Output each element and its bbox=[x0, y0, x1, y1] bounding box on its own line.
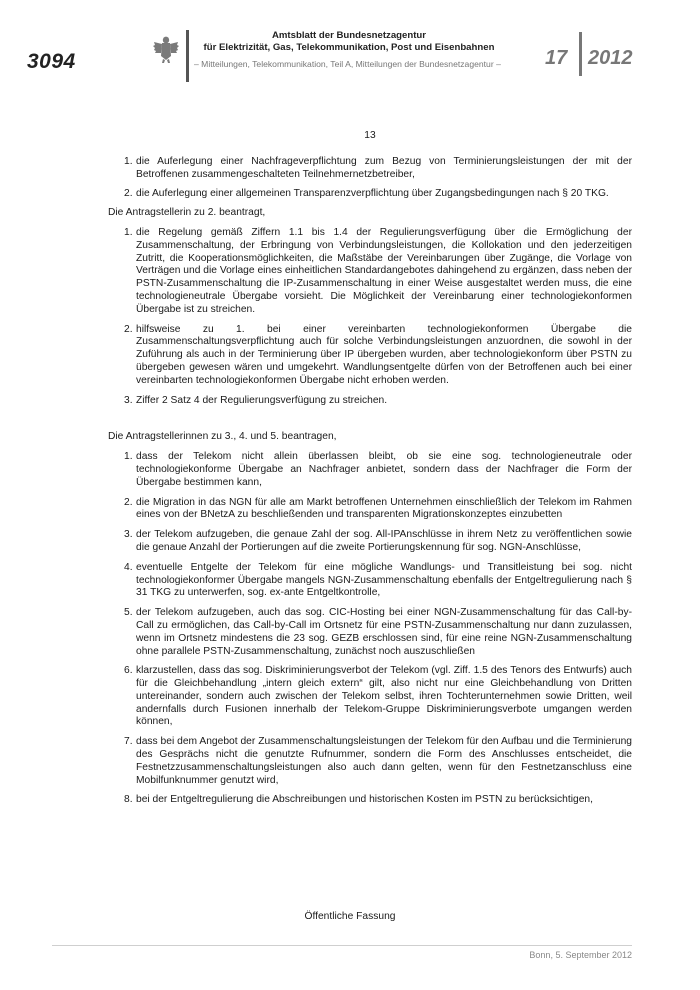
list-item-number: 6. bbox=[124, 665, 133, 677]
publication-title-line2: für Elektrizität, Gas, Telekommunikation, Post und Eisenbahnen bbox=[203, 42, 495, 53]
list-item-text: hilfsweise zu 1. bei einer vereinbarten technologiekonformen Übergabe die Zusammenschaltungsverpflichtung auch für solche Verbindungsleistungen anzuordnen, die sowohl in der Zuführung als auch in der Terminierung über IP übergeben wurden, aber technologiekonform über PSTN zu übergeben gewesen wären und umgekehrt. Wandlungsentgelte dürfen von der Betroffenen auch bei einer vereinbarten technologiekonformen Übergabe nicht erhoben werden. bbox=[136, 323, 632, 386]
internal-page-number: 13 bbox=[364, 130, 376, 141]
publication-title-line1: Amtsblatt der Bundesnetzagentur bbox=[271, 30, 427, 41]
footer-divider bbox=[52, 945, 632, 946]
list-item bbox=[108, 227, 632, 317]
list-item-number: 1. bbox=[124, 226, 133, 238]
list-item-text: die Migration in das NGN für alle am Markt betroffenen Unternehmen einschließlich der Telekom im Rahmen eines von der BNetzA zu beschließenden und transparenten Migrationskonzeptes einzubetten bbox=[136, 496, 632, 521]
list-item-number: 7. bbox=[124, 736, 133, 748]
list-item-text: der Telekom aufzugeben, auch das sog. CIC-Hosting bei einer NGN-Zusammenschaltung für das Call-by-Call zu ermöglichen, das Call-by-Call im Ortsnetz für eine PSTN-Zusammenschaltung nur dann zuzulassen, wenn im Ortsnetz mindestens die 23 sog. GEZB erschlossen sind, für eine reine NGN-Zusammenschaltung ohne parallele PSTN-Zusammenschaltung, zunächst noch auszuschließen bbox=[136, 607, 632, 657]
list-item-text: Ziffer 2 Satz 4 der Regulierungsverfügung zu streichen. bbox=[136, 394, 388, 406]
page-number: 3094 bbox=[27, 50, 76, 73]
publication-title bbox=[190, 30, 508, 54]
list-item-number: 1. bbox=[124, 451, 133, 463]
list-item-text: die Auferlegung einer allgemeinen Transparenzverpflichtung über Zugangsbedingungen nach § 20 TKG. bbox=[136, 188, 609, 200]
list-item bbox=[108, 529, 632, 555]
list-item-text: dass bei dem Angebot der Zusammenschaltungsleistungen der Telekom für den Aufbau und die Terminierung des Gesprächs nicht die genutzte Rufnummer, sondern die Form des Anschlusses entscheidet, die Festnetzzusammenschaltungsleistungen also auch dann gelten, wenn für den Festnetzanschluss eine Mobilfunknummer genutzt wird, bbox=[136, 736, 632, 786]
list-item-number: 4. bbox=[124, 561, 133, 573]
request-list-2 bbox=[108, 227, 632, 407]
list-item-text: bei der Entgeltregulierung die Abschreibungen und historischen Kosten im PSTN zu berücksichtigen, bbox=[136, 794, 593, 806]
list-item bbox=[108, 324, 632, 388]
publication-subtitle: – Mitteilungen, Telekommunikation, Teil A, Mitteilungen der Bundesnetzagentur – bbox=[194, 59, 501, 69]
request-list-3 bbox=[108, 451, 632, 807]
header-divider bbox=[186, 30, 189, 82]
paragraph-applicants-3-4-5: Die Antragstellerinnen zu 3., 4. und 5. beantragen, bbox=[108, 431, 337, 443]
list-item-text: eventuelle Entgelte der Telekom für eine mögliche Wandlungs- und Transitleistung bei sog. nicht technologiekonformer Übergabe mangels NGN-Zusammenschaltung ebenfalls der Entgeltregulierung nach § 31 TKG zu unterwerfen, sog. ex-ante Entgeltkontrolle, bbox=[136, 561, 632, 599]
list-item-text: klarzustellen, dass das sog. Diskriminierungsverbot der Telekom (vgl. Ziff. 1.5 des Tenors des Entwurfs) auch für die Gleichbehandlung „intern gleich extern“ gilt, also nicht nur eine Gleichbehandlung von Dritten untereinander, sondern auch zwischen der Telekom selbst, ihren Tochterunternehmen sowie Dritten, weil andernfalls durch Fusionen innerhalb der Telekom-Gruppe Diskriminierungsverbote umgangen werden können, bbox=[136, 665, 632, 728]
place-date: Bonn, 5. September 2012 bbox=[529, 950, 632, 960]
issue-year: 2012 bbox=[588, 47, 633, 69]
list-item-number: 2. bbox=[124, 188, 133, 200]
paragraph-applicant-2: Die Antragstellerin zu 2. beantragt, bbox=[108, 207, 266, 219]
issue-divider bbox=[579, 32, 582, 76]
list-item bbox=[108, 395, 632, 408]
list-item bbox=[108, 156, 632, 182]
list-item-number: 1. bbox=[124, 155, 133, 167]
list-item bbox=[108, 607, 632, 658]
document-body bbox=[108, 130, 632, 807]
list-item-number: 3. bbox=[124, 394, 133, 406]
list-item-text: der Telekom aufzugeben, die genaue Zahl der sog. All-IPAnschlüsse in ihrem Netz zu veröffentlichen sowie die genaue Anzahl der Portierungen auf die zweite Portierungskennung für sog. NGN-Anschlüsse, bbox=[136, 529, 632, 553]
list-item-number: 5. bbox=[124, 607, 133, 619]
list-item-number: 3. bbox=[124, 529, 133, 541]
document-version-label: Öffentliche Fassung bbox=[304, 911, 396, 922]
list-item-number: 2. bbox=[124, 323, 133, 335]
list-item bbox=[108, 188, 632, 201]
issue-number: 17 bbox=[545, 47, 568, 69]
list-item-text: dass der Telekom nicht allein überlassen bleibt, ob sie eine sog. technologieneutrale oder technologiekonforme Übergabe an Nachfrager anbietet, sondern dass der Nachfrager die Form der Übergabe bestimmen kann, bbox=[136, 451, 632, 488]
list-item-number: 2. bbox=[124, 496, 133, 508]
list-item-text: die Regelung gemäß Ziffern 1.1 bis 1.4 der Regulierungsverfügung über die Ermöglichung der Zusammenschaltung, der Erbringung von Verbindungsleistungen, die Kollokation und den jederzeitigen Zutritt, die Kooperationsmöglichkeiten, die Maßstäbe der Vereinbarungen über Zugänge, die Vorlage von Verträgen und die Vorlage eines einheitlichen Standardangebotes dahingehend zu ergänzen, dass neben der PSTN-Zusammenschaltung die IP-Zusammenschaltung in einer Weise ausgestaltet werden muss, die eine technologieneutrale Übergabe vorsieht. Die Möglichkeit der Vereinbarung einer technologiekonformen Übergabe ist zu streichen. bbox=[136, 226, 632, 315]
list-item bbox=[108, 665, 632, 729]
list-item bbox=[108, 736, 632, 787]
list-item bbox=[108, 562, 632, 600]
list-item-text: die Auferlegung einer Nachfrageverpflichtung zum Bezug von Terminierungsleistungen der mit der Betroffenen zusammengeschalteten Teilnehmernetzbetreiber, bbox=[136, 155, 632, 180]
list-item bbox=[108, 497, 632, 523]
federal-eagle-icon bbox=[153, 34, 179, 64]
list-item bbox=[108, 451, 632, 489]
list-item bbox=[108, 794, 632, 807]
request-list-1 bbox=[108, 156, 632, 201]
list-item-number: 8. bbox=[124, 794, 133, 806]
